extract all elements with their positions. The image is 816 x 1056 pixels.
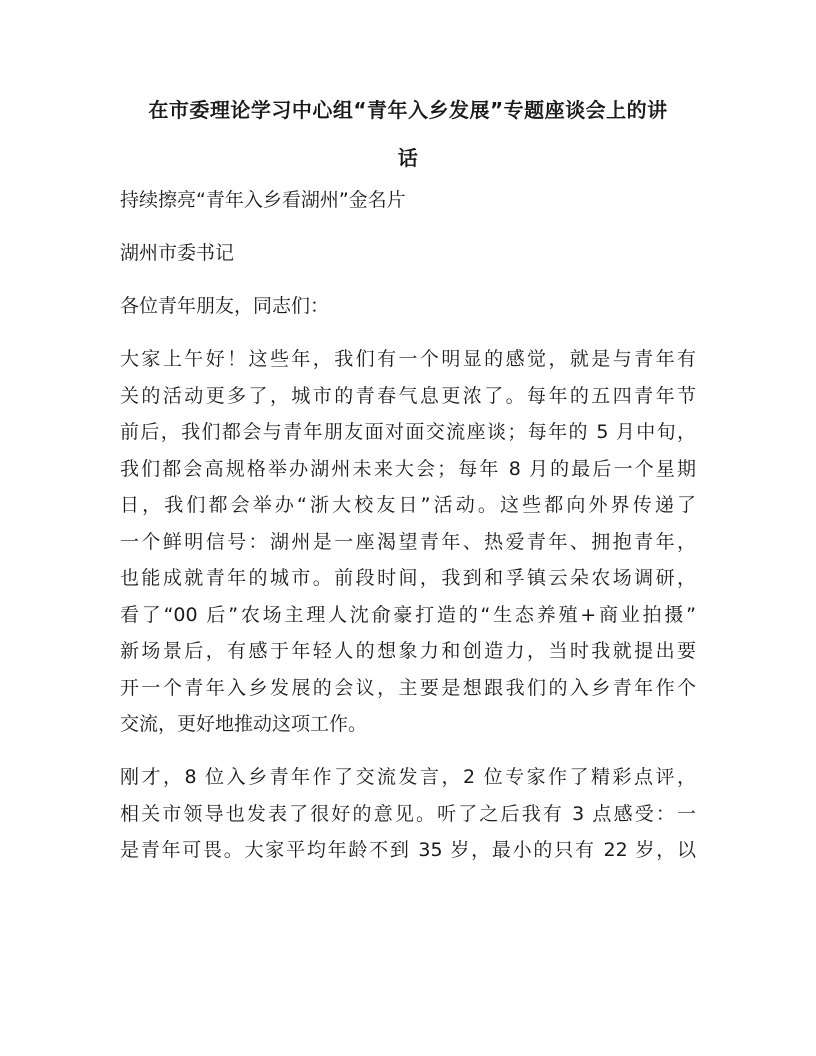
paragraph-line: 也能成就青年的城市。前段时间，我到和孚镇云朵农场调研， (120, 567, 696, 589)
paragraph-2 (120, 763, 696, 864)
salutation: 各位青年朋友，同志们： (120, 295, 330, 317)
salutation-paragraph (120, 292, 696, 320)
paragraph-line: 是青年可畏。大家平均年龄不到 35 岁，最小的只有 22 岁，以 (120, 839, 696, 861)
title-line-1: 在市委理论学习中心组“青年入乡发展”专题座谈会上的讲 (148, 98, 668, 122)
paragraph-line: 相关市领导也发表了很好的意见。听了之后我有 3 点感受：一 (120, 802, 696, 825)
paragraph-line: 关的活动更多了，城市的青春气息更浓了。每年的五四青年节 (120, 384, 696, 407)
paragraph-line: 日，我们都会举办“浙大校友日”活动。这些都向外界传递了 (120, 494, 696, 516)
subtitle: 持续擦亮“青年入乡看湖州”金名片 (120, 189, 406, 211)
subtitle-paragraph (120, 186, 696, 214)
paragraph-line: 一个鲜明信号：湖州是一座渴望青年、热爱青年、拥抱青年， (120, 530, 696, 553)
title-line-2: 话 (397, 146, 419, 170)
paragraph-line: 我们都会高规格举办湖州未来大会；每年 8 月的最后一个星期 (120, 457, 696, 480)
document-body (120, 186, 696, 889)
author-paragraph (120, 239, 696, 267)
paragraph-line: 刚才，8 位入乡青年作了交流发言，2 位专家作了精彩点评， (120, 766, 696, 788)
paragraph-line: 前后，我们都会与青年朋友面对面交流座谈；每年的 5 月中旬， (120, 421, 696, 443)
document-title (120, 86, 696, 182)
paragraph-line: 新场景后，有感于年轻人的想象力和创造力，当时我就提出要 (120, 640, 696, 662)
author: 湖州市委书记 (120, 242, 235, 264)
paragraph-line: 开一个青年入乡发展的会议，主要是想跟我们的入乡青年作个 (120, 676, 696, 699)
paragraph-1 (120, 345, 696, 738)
paragraph-line: 大家上午好！这些年，我们有一个明显的感觉，就是与青年有 (120, 348, 696, 370)
paragraph-line: 交流，更好地推动这项工作。 (120, 713, 368, 735)
paragraph-line: 看了“00 后”农场主理人沈俞豪打造的“生态养殖+商业拍摄” (120, 603, 696, 626)
